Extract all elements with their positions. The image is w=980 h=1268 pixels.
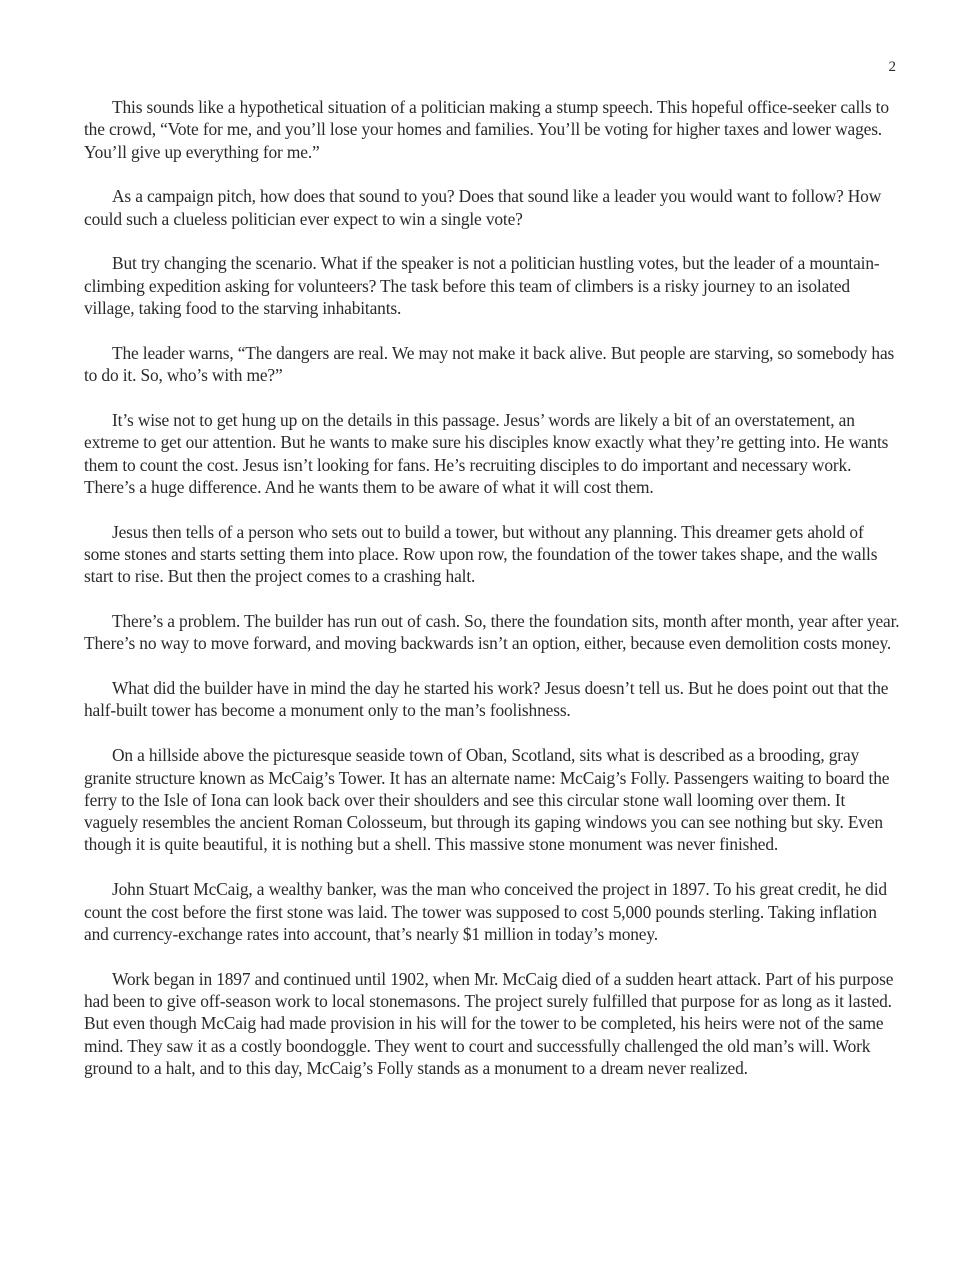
paragraph-work-began: Work began in 1897 and continued until 1902, when Mr. McCaig died of a sudden heart attack. Part of his purpose had been to give off-season work to local stonemasons. The project surely fulfilled that purpose for as long as it lasted. But even though McCaig had made provision in his will for the tower to be completed, his heirs were not of the same mind. They saw it as a costly boondoggle. They went to court and successfully challenged the old man’s will. Work ground to a halt, and to this day, McCaig’s Folly stands as a monument to a dream never realized. (84, 968, 894, 1078)
body-text (84, 96, 900, 1102)
paragraph-changing-scenario: But try changing the scenario. What if the speaker is not a politician hustling votes, but the leader of a mountain-climbing expedition asking for volunteers? The task before this team of climbers is a risky journey to an isolated village, taking food to the starving inhabitants. (84, 253, 880, 319)
paragraph-builders-mind: What did the builder have in mind the day he started his work? Jesus doesn’t tell us. But he does point out that the half-built tower has become a monument only to the man’s foolishness. (84, 678, 889, 721)
paragraph-mccaigs-tower: On a hillside above the picturesque seaside town of Oban, Scotland, sits what is described as a brooding, gray granite structure known as McCaig’s Tower. It has an alternate name: McCaig’s Folly. Passengers waiting to board the ferry to the Isle of Iona can look back over their shoulders and see this circular stone wall looming over them. It vaguely resembles the ancient Roman Colosseum, but through its gaping windows you can see nothing but sky. Even though it is quite beautiful, it is nothing but a shell. This massive stone monument was never finished. (84, 745, 890, 855)
paragraph-count-the-cost: It’s wise not to get hung up on the details in this passage. Jesus’ words are likely a bit of an overstatement, an extreme to get our attention. But he wants to make sure his disciples know exactly what they’re getting into. He wants them to count the cost. Jesus isn’t looking for fans. He’s recruiting disciples to do important and necessary work. There’s a huge difference. And he wants them to be aware of what it will cost them. (84, 409, 889, 497)
paragraph-out-of-cash: There’s a problem. The builder has run out of cash. So, there the foundation sits, month after month, year after year. There’s no way to move forward, and moving backwards isn’t an option, either, because even demolition costs money. (84, 611, 900, 654)
paragraph-tower-builder: Jesus then tells of a person who sets out to build a tower, but without any planning. This dreamer gets ahold of some stones and starts setting them into place. Row upon row, the foundation of the tower takes shape, and the walls start to rise. But then the project comes to a crashing halt. (84, 521, 878, 587)
paragraph-campaign-pitch: As a campaign pitch, how does that sound to you? Does that sound like a leader you would want to follow? How could such a clueless politician ever expect to win a single vote? (84, 186, 882, 229)
page-number: 2 (888, 59, 896, 75)
paragraph-leader-warns: The leader warns, “The dangers are real. We may not make it back alive. But people are starving, so somebody has to do it. So, who’s with me?” (84, 342, 895, 386)
paragraph-stump-speech: This sounds like a hypothetical situation of a politician making a stump speech. This hopeful office-seeker calls to the crowd, “Vote for me, and you’ll lose your homes and families. You’ll be voting for higher taxes and lower wages. You’ll give up everything for me.” (84, 97, 889, 162)
paragraph-john-stuart-mccaig: John Stuart McCaig, a wealthy banker, was the man who conceived the project in 1897. To his great credit, he did count the cost before the first stone was laid. The tower was supposed to cost 5,000 pounds sterling. Taking inflation and currency-exchange rates into account, that’s nearly $1 million in today’s money. (84, 879, 887, 944)
